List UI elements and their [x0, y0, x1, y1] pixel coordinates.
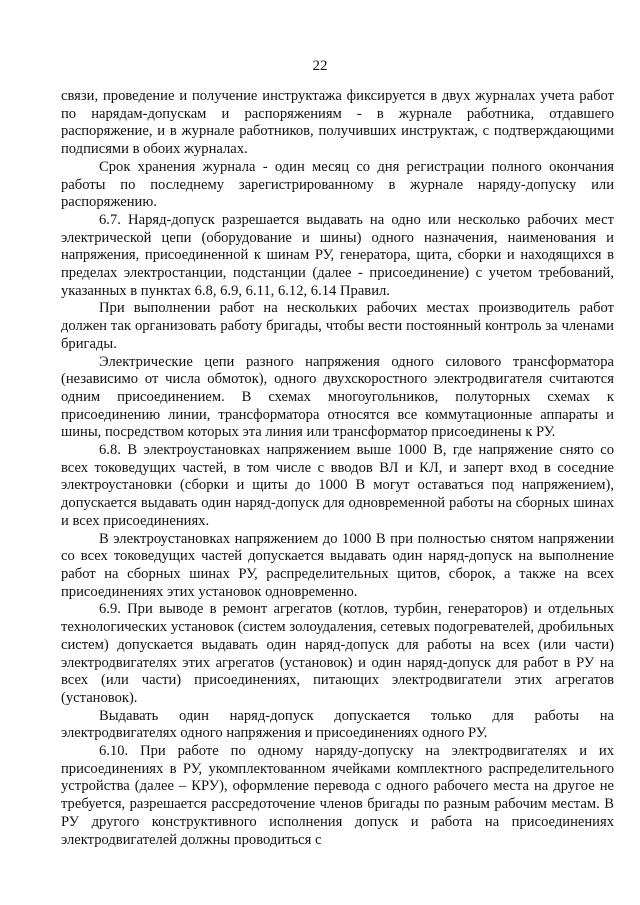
document-body: [61, 88, 614, 849]
paragraph-multiple-workplaces: При выполнении работ на нескольких рабочих местах производитель работ должен так организовать работу бригады, чтобы вести постоянный контроль за членами бригады.: [61, 300, 614, 352]
paragraph-6-9: 6.9. При выводе в ремонт агрегатов (котлов, турбин, генераторов) и отдельных технологических установок (систем золоудаления, сетевых подогревателей, дробильных систем) допускается выдавать один наряд-допуск для работы на всех (или части) электродвигателях этих агрегатов (установок) и один наряд-допуск для работ в РУ на всех (или части) присоединениях, питающих электродвигатели этих агрегатов (установок).: [61, 601, 614, 706]
page-number: 22: [312, 58, 328, 74]
paragraph-one-voltage: Выдавать один наряд-допуск допускается только для работы на электродвигателях одного напряжения и присоединениях одного РУ.: [61, 707, 614, 742]
paragraph-continuation: связи, проведение и получение инструктажа фиксируется в двух журналах учета работ по нарядам-допускам и распоряжениям - в журнале работника, отдавшего распоряжение, и в журнале работников, получивших инструктаж, с подтверждающими подписями в обоих журналах.: [61, 88, 614, 158]
paragraph-6-8: 6.8. В электроустановках напряжением выше 1000 В, где напряжение снято со всех токоведущих частей, в том числе с вводов ВЛ и КЛ, и заперт вход в соседние электроустановки (сборки и щиты до 1000 В могут оставаться под напряжением), допускается выдавать один наряд-допуск для одновременной работы на сборных шинах и всех присоединениях.: [61, 442, 614, 529]
paragraph-electrical-circuits: Электрические цепи разного напряжения одного силового трансформатора (независимо от числа обмоток), одного двухскоростного электродвигателя считаются одним присоединением. В схемах многоугольников, полуторных схемах к присоединению линии, трансформатора относятся все коммутационные аппараты и шины, посредством которых эта линия или трансформатор присоединены к РУ.: [61, 353, 614, 441]
paragraph-journal-retention: Срок хранения журнала - один месяц со дня регистрации полного окончания работы по последнему зарегистрированному в журнале наряду-допуску или распоряжению.: [61, 158, 614, 211]
paragraph-6-10: 6.10. При работе по одному наряду-допуску на электродвигателях и их присоединениях в РУ, укомплектованном ячейками комплектного распределительного устройства (далее – КРУ), оформление перевода с одного рабочего места на другое не требуется, разрешается рассредоточение членов бригады по разным рабочим местам. В РУ другого конструктивного исполнения допуск и работа на присоединениях электродвигателей должны проводиться с: [61, 743, 614, 848]
paragraph-up-to-1000v: В электроустановках напряжением до 1000 В при полностью снятом напряжении со всех токоведущих частей допускается выдавать один наряд-допуск на выполнение работ на сборных шинах РУ, распределительных щитов, сборок, а также на всех присоединениях этих установок одновременно.: [61, 530, 614, 600]
paragraph-6-7: 6.7. Наряд-допуск разрешается выдавать на одно или несколько рабочих мест электрической цепи (оборудование и шины) одного назначения, наименования и напряжения, присоединенной к шинам РУ, генератора, щита, сборки и находящихся в пределах электростанции, подстанции (далее - присоединение) с учетом требований, указанных в пунктах 6.8, 6.9, 6.11, 6.12, 6.14 Правил.: [61, 211, 614, 299]
